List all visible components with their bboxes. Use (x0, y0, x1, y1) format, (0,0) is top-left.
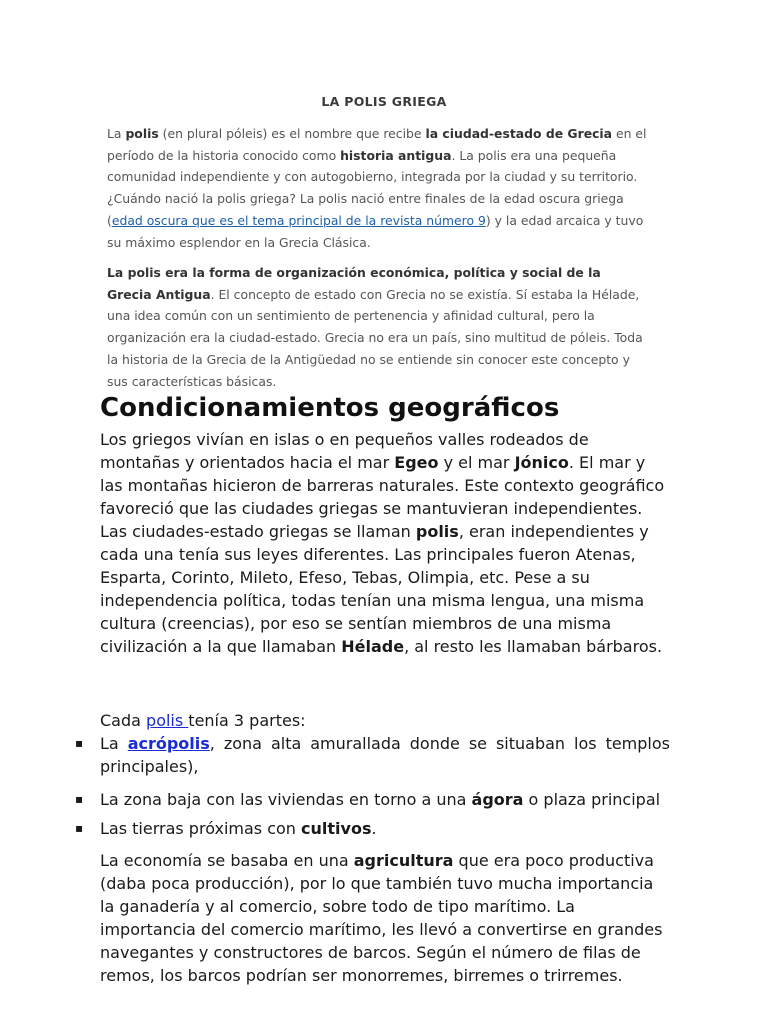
bold-term: polis (125, 126, 159, 141)
text-span: ) y la edad arcaica y tuvo su máximo esplendor en la Grecia Clásica. (107, 212, 644, 250)
bold-term: la ciudad-estado de Grecia (425, 126, 613, 141)
document-title: LA POLIS GRIEGA (321, 94, 447, 109)
text-span: Las tierras próximas con (100, 819, 302, 838)
text-span: , al resto les llamaban bárbaros. (404, 637, 663, 656)
bold-term: Egeo (394, 453, 439, 472)
text-span: y el mar (438, 453, 515, 472)
list-item (75, 817, 670, 840)
text-span: La (100, 734, 128, 753)
bold-term: Hélade (341, 637, 405, 656)
magazine-link[interactable]: edad oscura que es el tema principal de la revista número 9 (111, 212, 486, 228)
bullet-marker: ▪ (75, 821, 84, 835)
bold-term: agricultura (353, 851, 454, 870)
bold-term: polis (415, 522, 459, 541)
acropolis-link[interactable]: acrópolis (127, 734, 210, 753)
bullet-marker: ▪ (75, 736, 84, 750)
text-span: , zona alta amurallada donde se situaban los templos principales), (100, 734, 670, 776)
bold-term: ágora (471, 790, 524, 809)
text-span: . La polis era una pequeña comunidad independiente y con autogobierno, integrada por la ciudad y su territorio. ¿Cuándo nació la polis griega? La polis nació entre finales de la edad oscura griega ( (107, 147, 638, 228)
text-span: que era poco productiva (daba poca producción), por lo que también tuvo mucha importancia la ganadería y al comercio, sobre todo de tipo marítimo. La importancia del comercio marítimo, les llevó a convertirse en grandes navegantes y constructores de barcos. Según el número de filas de remos, los barcos podrían ser monorremes, birremes o trirremes. (100, 851, 663, 985)
section-heading: Condicionamientos geográficos (100, 393, 560, 423)
text-span: , eran independientes y cada una tenía sus leyes diferentes. Las principales fueron Atenas, Esparta, Corinto, Mileto, Efeso, Tebas, Olimpia, etc. Pese a su independencia política, todas tenían una misma lengua, una misma cultura (creencias), por eso se sentían miembros de una misma civilización a la que llamaban (100, 522, 649, 656)
text-span: . El mar y las montañas hicieron de barreras naturales. Este contexto geográfico favoreció que las ciudades griegas se mantuvieran independientes. Las ciudades-estado griegas se llaman (100, 453, 665, 541)
text-span: La economía se basaba en una (100, 851, 354, 870)
intro-paragraph-1 (107, 123, 647, 253)
text-span: (en plural póleis) es el nombre que recibe (158, 126, 426, 141)
polis-link[interactable]: polis (146, 711, 189, 730)
text-span: . El concepto de estado con Grecia no se existía. Sí estaba la Hélade, una idea común con un sentimiento de pertenencia y afinidad cultural, pero la organización era la ciudad-estado. Grecia no era un país, sino multitud de póleis. Toda la historia de la Grecia de la Antigüedad no se entiende sin conocer este concepto y sus características básicas. (107, 286, 643, 389)
list-item (75, 788, 670, 811)
text-span: en el período de la historia conocido como (107, 126, 647, 163)
intro-paragraph-2 (107, 262, 647, 392)
bullet-marker: ▪ (75, 792, 84, 806)
text-span: Cada (100, 711, 147, 730)
bold-statement: La polis era la forma de organización económica, política y social de la Grecia Antigua (107, 265, 601, 302)
text-span: . (371, 819, 377, 838)
text-span: tenía 3 partes: (188, 711, 306, 730)
text-span: Los griegos vivían en islas o en pequeños valles rodeados de montañas y orientados hacia el mar (100, 430, 589, 472)
bold-term: cultivos (301, 819, 372, 838)
parts-list (75, 732, 670, 840)
bold-term: historia antigua (340, 147, 452, 163)
list-item (75, 732, 670, 778)
economy-paragraph (100, 849, 670, 987)
bold-term: Jónico (514, 453, 569, 472)
text-span: La (107, 126, 126, 141)
text-span: La zona baja con las viviendas en torno a una (100, 790, 472, 809)
parts-intro (100, 709, 670, 732)
text-span: o plaza principal (523, 790, 661, 809)
geography-paragraph (100, 428, 670, 658)
